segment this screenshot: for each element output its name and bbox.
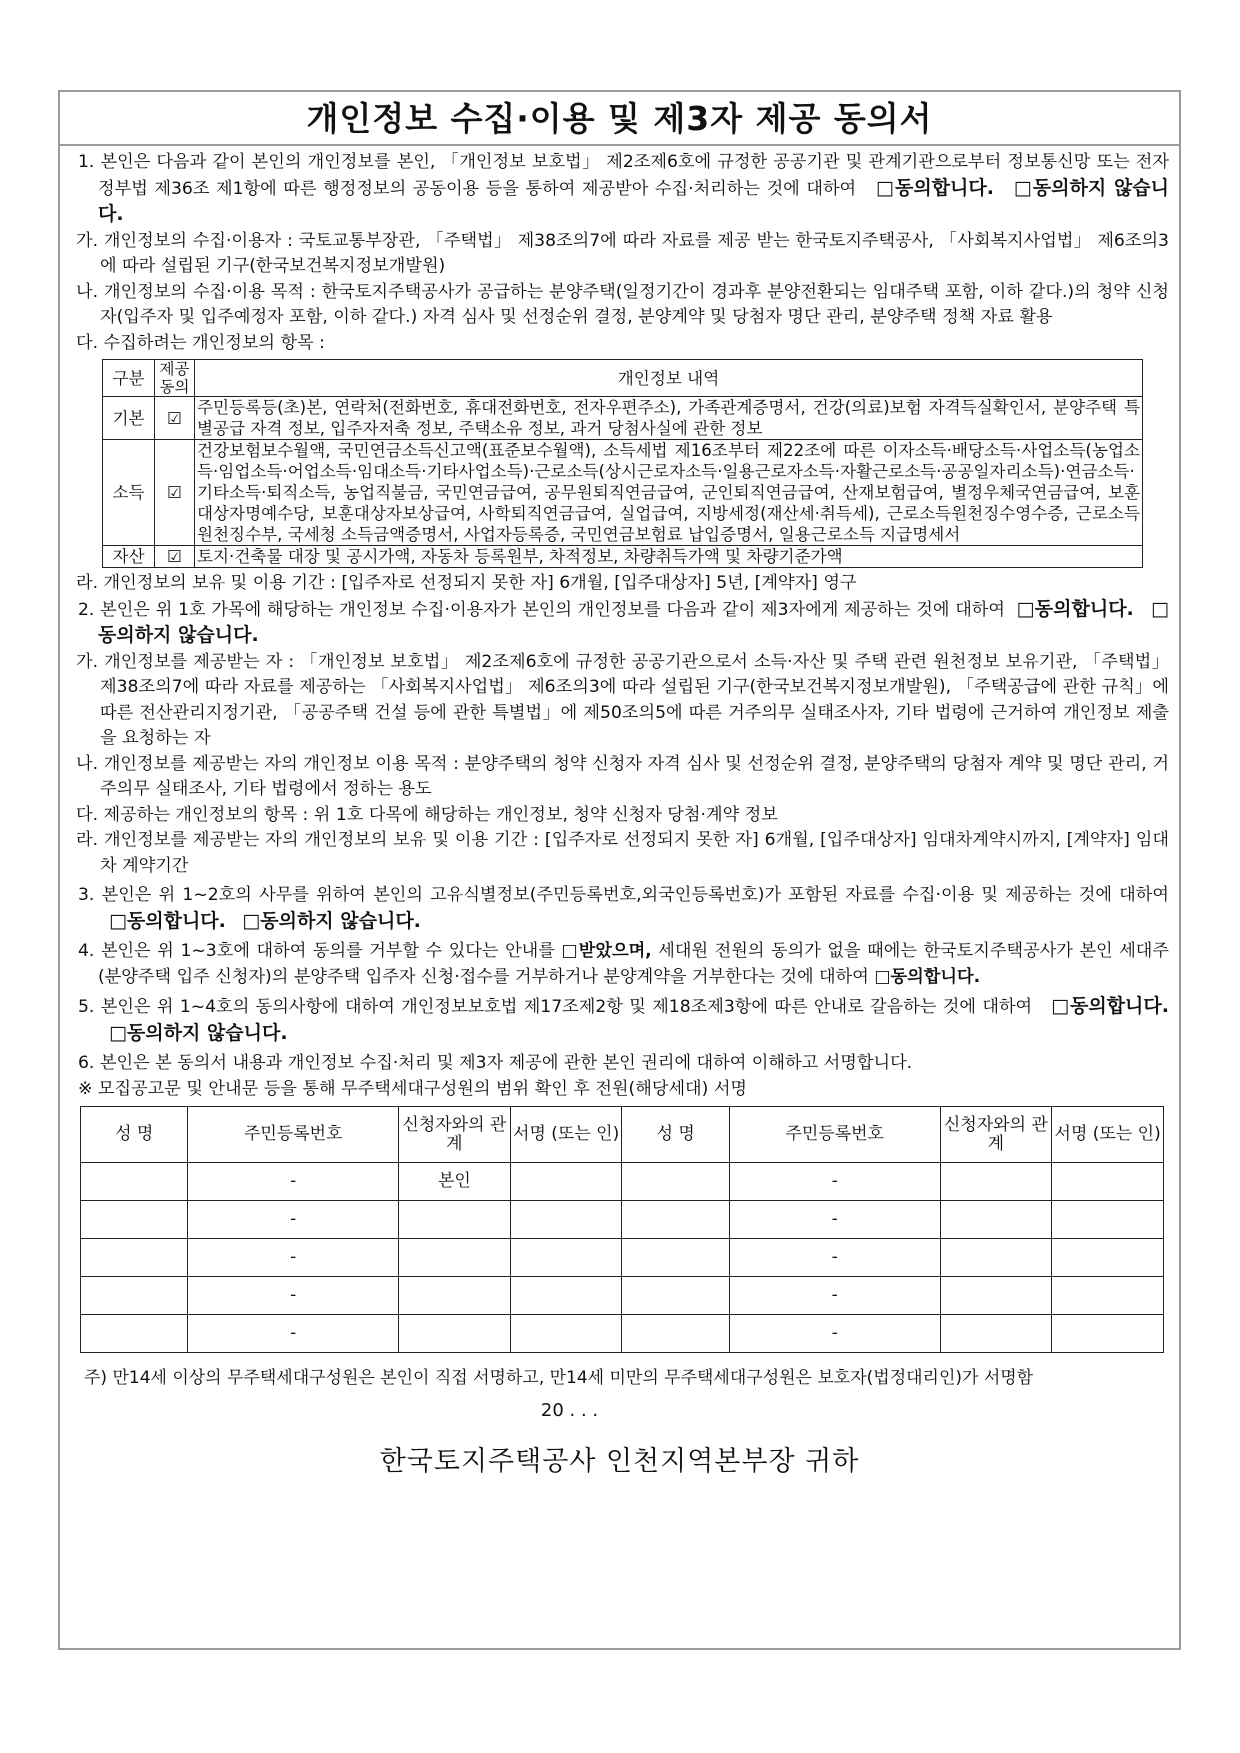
section-2 [70, 597, 1169, 650]
relation-field[interactable]: 본인 [399, 1163, 511, 1201]
header-relation: 신청자와의 관계 [940, 1107, 1052, 1163]
consent-form-page [58, 90, 1181, 1650]
section-5-text: 5. 본인은 위 1~4호의 동의사항에 대하여 개인정보보호법 제17조제2항 및 제18조제3항에 따른 안내로 갈음하는 것에 대하여 [78, 997, 1033, 1017]
row-category: 자산 [103, 546, 155, 568]
section-5-disagree-checkbox[interactable]: □동의하지 않습니다. [108, 1021, 288, 1044]
row-category: 기본 [103, 397, 155, 440]
table-header-row [103, 360, 1143, 397]
section-1-agree-checkbox[interactable]: □동의합니다. [875, 176, 994, 199]
section-2-text: 2. 본인은 위 1호 가목에 해당하는 개인정보 수집·이용자가 본인의 개인정보를 다음과 같이 제3자에게 제공하는 것에 대하여 [78, 599, 1006, 620]
table-row [103, 440, 1143, 546]
signature-field[interactable] [1052, 1277, 1164, 1315]
header-relation: 신청자와의 관계 [399, 1107, 511, 1163]
table-row [103, 546, 1143, 568]
resident-id-field[interactable]: - [729, 1163, 940, 1201]
header-detail: 개인정보 내역 [195, 360, 1143, 397]
section-4-agree-checkbox[interactable]: □동의합니다. [874, 966, 981, 987]
row-detail: 건강보험보수월액, 국민연금소득신고액(표준보수월액), 소득세법 제16조부터 제22조에 따른 이자소득·배당소득·사업소득(농업소득·임업소득·어업소득·임대소득·기타사업소득)·근로소득(상시근로자소득·일용근로자소득·자활근로소득·공공일자리소득)·연금소득·기타소득·퇴직소득, 농업직불금, 국민연금급여, 공무원퇴직연금급여, 군인퇴직연금급여, 산재보험급여, 별정우체국연금급여, 보훈대상자명예수당, 보훈대상자보상급여, 사학퇴직연금급여, 실업급여, 지방세정(재산세·취득세), 근로소득원천징수영수증, 근로소득원천징수부, 국세청 소득금액증명서, 사업자등록증, 국민연금보험료 납입증명서, 일용근로소득 지급명세서 [195, 440, 1143, 546]
section-2-da: 다. 제공하는 개인정보의 항목 : 위 1호 다목에 해당하는 개인정보, 청약 신청자 당첨·계약 정보 [76, 804, 778, 825]
name-field[interactable] [81, 1277, 188, 1315]
section-2-ra: 라. 개인정보를 제공받는 자의 개인정보의 보유 및 이용 기간 : [입주자로 선정되지 못한 자] 6개월, [입주대상자] 임대차계약시까지, [계약자] 임대차 계약기간 [76, 830, 1169, 876]
signature-field[interactable] [1052, 1315, 1164, 1353]
addressee: 한국토지주택공사 인천지역본부장 귀하 [379, 1446, 860, 1477]
section-4 [70, 939, 1169, 990]
resident-id-field[interactable]: - [188, 1315, 399, 1353]
section-2-na: 나. 개인정보를 제공받는 자의 개인정보 이용 목적 : 분양주택의 청약 신청자 자격 심사 및 선정순위 결정, 분양주택의 당첨자 계약 및 명단 관리, 거주의무 실태조사, 기타 법령에서 정하는 용도 [76, 753, 1169, 799]
footnote: 주) 만14세 이상의 무주택세대구성원은 본인이 직접 서명하고, 만14세 미만의 무주택세대구성원은 보호자(법정대리인)가 서명함 [84, 1368, 1034, 1388]
name-field[interactable] [81, 1239, 188, 1277]
resident-id-field[interactable]: - [729, 1201, 940, 1239]
section-1-text: 1. 본인은 다음과 같이 본인의 개인정보를 본인, 「개인정보 보호법」 제2조제6호에 규정한 공공기관 및 관계기관으로부터 정보통신망 또는 전자정부법 제36조 제1항에 따른 행정정보의 공동이용 등을 통하여 제공받아 수집·처리하는 것에 대하여 [78, 152, 1169, 199]
relation-field[interactable] [399, 1201, 511, 1239]
section-3-agree-checkbox[interactable]: □동의합니다. [108, 909, 226, 932]
table-row [81, 1277, 1164, 1315]
header-category: 구분 [103, 360, 155, 397]
name-field[interactable] [81, 1163, 188, 1201]
relation-field[interactable] [940, 1163, 1052, 1201]
signature-field[interactable] [510, 1239, 622, 1277]
header-signature: 서명 (또는 인) [1052, 1107, 1164, 1163]
header-consent: 제공 동의 [155, 360, 195, 397]
resident-id-field[interactable]: - [729, 1277, 940, 1315]
section-2-agree-checkbox[interactable]: □동의합니다. [1016, 597, 1134, 620]
relation-field[interactable] [940, 1201, 1052, 1239]
signature-field[interactable] [510, 1277, 622, 1315]
signature-header-row [81, 1107, 1164, 1163]
relation-field[interactable] [940, 1315, 1052, 1353]
section-2-disagree-checkbox[interactable]: □동의하지 않습니다. [98, 597, 1169, 646]
signature-field[interactable] [510, 1201, 622, 1239]
personal-info-items-table [102, 359, 1143, 568]
resident-id-field[interactable]: - [188, 1163, 399, 1201]
section-2-ga: 가. 개인정보를 제공받는 자 : 「개인정보 보호법」 제2조제6호에 규정한 공공기관으로서 소득·자산 및 주택 관련 원천정보 보유기관, 「주택법」 제38조의7에 따라 자료를 제공하는 「사회복지사업법」 제6조의3에 따라 설립된 기구(한국보건복지정보개발원), 「주택공급에 관한 규칙」에 따른 전산관리지정기관, 「공공주택 건설 등에 관한 특별법」에 제50조의5에 따른 거주의무 실태조사자, 기타 법령에 근거하여 개인정보 제출을 요청하는 자 [76, 651, 1169, 748]
section-1-da: 다. 수집하려는 개인정보의 항목 : [76, 332, 325, 353]
row-category: 소득 [103, 440, 155, 546]
name-field[interactable] [622, 1239, 729, 1277]
signature-field[interactable] [1052, 1239, 1164, 1277]
signature-table [80, 1106, 1164, 1353]
header-resident-id: 주민등록번호 [729, 1107, 940, 1163]
table-row [81, 1239, 1164, 1277]
row-consent-checkbox[interactable]: ☑ [155, 546, 195, 568]
row-detail: 주민등록등(초)본, 연락처(전화번호, 휴대전화번호, 전자우편주소), 가족관계증명서, 건강(의료)보험 자격득실확인서, 분양주택 특별공급 자격 정보, 입주자저축 정보, 주택소유 정보, 과거 당첨사실에 관한 정보 [195, 397, 1143, 440]
section-3 [70, 883, 1169, 935]
relation-field[interactable] [940, 1277, 1052, 1315]
table-row [103, 397, 1143, 440]
table-row [81, 1315, 1164, 1353]
section-5-agree-checkbox[interactable]: □동의합니다. [1051, 995, 1169, 1017]
signature-field[interactable] [510, 1163, 622, 1201]
name-field[interactable] [622, 1277, 729, 1315]
table-row [81, 1163, 1164, 1201]
section-3-text: 3. 본인은 위 1~2호의 사무를 위하여 본인의 고유식별정보(주민등록번호,외국인등록번호)가 포함된 자료를 수집·이용 및 제공하는 것에 대하여 [78, 885, 1169, 905]
header-name: 성 명 [81, 1107, 188, 1163]
form-body [60, 150, 1179, 1478]
relation-field[interactable] [399, 1239, 511, 1277]
header-signature: 서명 (또는 인) [510, 1107, 622, 1163]
resident-id-field[interactable]: - [729, 1239, 940, 1277]
relation-field[interactable] [399, 1315, 511, 1353]
resident-id-field[interactable]: - [188, 1277, 399, 1315]
section-1-na: 나. 개인정보의 수집·이용 목적 : 한국토지주택공사가 공급하는 분양주택(일정기간이 경과후 분양전환되는 임대주택 포함, 이하 같다.)의 청약 신청자(입주자 및 입주예정자 포함, 이하 같다.) 자격 심사 및 선정순위 결정, 분양계약 및 당첨자 명단 관리, 분양주택 정책 자료 활용 [76, 281, 1169, 327]
form-title: 개인정보 수집·이용 및 제3자 제공 동의서 [60, 92, 1179, 146]
row-consent-checkbox[interactable]: ☑ [155, 397, 195, 440]
section-1-ga: 가. 개인정보의 수집·이용자 : 국토교통부장관, 「주택법」 제38조의7에 따라 자료를 제공 받는 한국토지주택공사, 「사회복지사업법」 제6조의3에 따라 설립된 기구(한국보건복지정보개발원) [76, 230, 1169, 276]
date-line[interactable]: 20 . . . [540, 1400, 599, 1421]
row-detail: 토지·건축물 대장 및 공시가액, 자동차 등록원부, 차적정보, 차량취득가액 및 차량기준가액 [195, 546, 1143, 568]
signature-field[interactable] [510, 1315, 622, 1353]
section-6-note: ※ 모집공고문 및 안내문 등을 통해 무주택세대구성원의 범위 확인 후 전원(해당세대) 서명 [78, 1078, 748, 1099]
name-field[interactable] [622, 1315, 729, 1353]
section-4-text-pre: 4. 본인은 위 1~3호에 대하여 동의를 거부할 수 있다는 안내를 [78, 941, 555, 961]
section-1 [70, 150, 1169, 229]
resident-id-field[interactable]: - [729, 1315, 940, 1353]
table-row [81, 1201, 1164, 1239]
name-field[interactable] [81, 1315, 188, 1353]
section-5 [70, 994, 1169, 1047]
signature-field[interactable] [1052, 1163, 1164, 1201]
section-4-text-post: 세대원 전원의 동의가 없을 때에는 한국토지주택공사가 본인 세대주(분양주택 입주 신청자)의 분양주택 입주자 신청·접수를 거부하거나 분양계약을 거부한다는 것에 대하여 [98, 941, 1170, 987]
name-field[interactable] [622, 1163, 729, 1201]
resident-id-field[interactable]: - [188, 1201, 399, 1239]
relation-field[interactable] [399, 1277, 511, 1315]
resident-id-field[interactable]: - [188, 1239, 399, 1277]
name-field[interactable] [81, 1201, 188, 1239]
section-4-received-checkbox[interactable]: □받았으며, [561, 941, 652, 961]
row-consent-checkbox[interactable]: ☑ [155, 440, 195, 546]
section-1-disagree-checkbox[interactable]: □동의하지 않습니다. [98, 176, 1170, 225]
name-field[interactable] [622, 1201, 729, 1239]
section-1-ra: 라. 개인정보의 보유 및 이용 기간 : [입주자로 선정되지 못한 자] 6개월, [입주대상자] 5년, [계약자] 영구 [76, 573, 857, 593]
signature-field[interactable] [1052, 1201, 1164, 1239]
relation-field[interactable] [940, 1239, 1052, 1277]
section-6: 6. 본인은 본 동의서 내용과 개인정보 수집·처리 및 제3자 제공에 관한 본인 권리에 대하여 이해하고 서명합니다. [78, 1053, 913, 1073]
header-resident-id: 주민등록번호 [188, 1107, 399, 1163]
header-name: 성 명 [622, 1107, 729, 1163]
section-3-disagree-checkbox[interactable]: □동의하지 않습니다. [242, 909, 421, 932]
